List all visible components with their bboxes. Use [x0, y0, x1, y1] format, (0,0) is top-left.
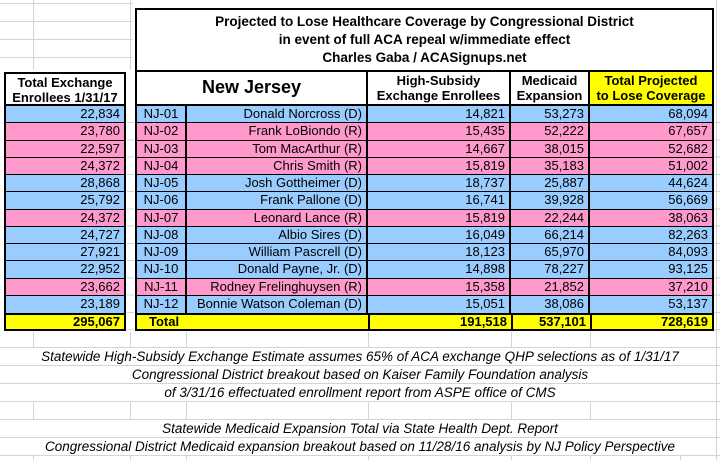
district-cell: NJ-12: [137, 296, 187, 313]
exchange-enrollees-cell: 25,792: [6, 192, 124, 209]
medicaid-cell: 38,015: [511, 141, 590, 157]
exchange-enrollees-cell: 22,597: [6, 141, 124, 158]
lose-coverage-cell: 56,669: [668, 192, 708, 208]
table-row: [137, 123, 712, 140]
exchange-enrollees-cell: 22,952: [6, 261, 124, 278]
lose-coverage-cell: 82,263: [668, 226, 708, 242]
footnote-5: [0, 438, 720, 456]
district-table-body: [135, 106, 714, 313]
footnote-5-text: Congressional District Medicaid expansion breakout based on 11/28/16 analysis by NJ Policy Perspective: [39, 439, 681, 454]
total-medicaid: 537,101: [511, 315, 590, 329]
exchange-enrollees-cell: 22,834: [6, 106, 124, 123]
medicaid-cell: 66,214: [511, 227, 590, 243]
title-line3: Charles Gaba / ACASignups.net: [322, 50, 527, 65]
footnote-1: [0, 348, 720, 366]
medicaid-cell: 25,887: [511, 175, 590, 191]
table-row: [137, 141, 712, 158]
lose-coverage-header-line1: Total Projected: [604, 73, 698, 88]
lose-coverage-cell: 67,657: [668, 123, 708, 139]
district-cell: NJ-07: [137, 210, 187, 226]
high-subsidy-cell: 14,667: [368, 141, 511, 157]
table-row: [137, 210, 712, 227]
medicaid-cell: 78,227: [511, 261, 590, 277]
district-cell: NJ-04: [137, 158, 187, 174]
footnote-2: [0, 366, 720, 384]
high-subsidy-cell: 15,051: [368, 296, 511, 313]
high-subsidy-header-line1: High-Subsidy: [396, 73, 481, 88]
district-cell: NJ-05: [137, 175, 187, 191]
lose-coverage-cell: 51,002: [668, 157, 708, 173]
total-lose-coverage: 728,619: [590, 315, 712, 329]
exchange-enrollees-cell: 24,372: [6, 158, 124, 175]
district-cell: NJ-02: [137, 123, 187, 139]
footnote-3-text: of 3/31/16 effectuated enrollment report from ASPE office of CMS: [158, 385, 561, 400]
title-line2: in event of full ACA repeal w/immediate effect: [278, 32, 571, 47]
table-row: [137, 279, 712, 296]
district-cell: NJ-03: [137, 141, 187, 157]
rep-name-cell: Tom MacArthur (R): [187, 141, 368, 157]
lose-coverage-cell: 44,624: [668, 175, 708, 190]
lose-coverage-cell: 68,094: [668, 106, 708, 121]
medicaid-cell: 22,244: [511, 210, 590, 226]
left-header-line2: Enrollees 1/31/17: [12, 90, 118, 105]
table-row: [137, 106, 712, 123]
table-title: [135, 8, 714, 72]
medicaid-cell: 53,273: [511, 106, 590, 122]
table-header-row: [135, 72, 714, 106]
table-row: [137, 175, 712, 192]
table-row: [137, 227, 712, 244]
exchange-enrollees-cell: 23,189: [6, 296, 124, 313]
table-row: [137, 158, 712, 175]
high-subsidy-cell: 14,821: [368, 106, 511, 122]
medicaid-cell: 52,222: [511, 123, 590, 139]
rep-name-cell: Frank Pallone (D): [187, 192, 368, 208]
total-label: Total: [149, 314, 180, 329]
rep-name-cell: William Pascrell (D): [187, 244, 368, 260]
high-subsidy-cell: 14,898: [368, 261, 511, 277]
total-row: [135, 313, 714, 331]
medicaid-cell: 38,086: [511, 296, 590, 313]
exchange-enrollees-column: [4, 106, 126, 313]
district-cell: NJ-08: [137, 227, 187, 243]
rep-name-cell: Chris Smith (R): [187, 158, 368, 174]
exchange-enrollees-total: 295,067: [4, 313, 126, 331]
table-row: [137, 261, 712, 278]
district-cell: NJ-01: [137, 106, 187, 122]
table-row: [137, 296, 712, 313]
exchange-enrollees-cell: 23,662: [6, 279, 124, 296]
district-cell: NJ-09: [137, 244, 187, 260]
medicaid-header-line2: Expansion: [516, 88, 583, 103]
footnote-3: [0, 384, 720, 402]
left-column-header: [4, 72, 126, 106]
medicaid-cell: 39,928: [511, 192, 590, 208]
table-row: [137, 192, 712, 209]
high-subsidy-header-line2: Exchange Enrollees: [376, 88, 501, 103]
lose-coverage-cell: 84,093: [668, 244, 708, 259]
lose-coverage-cell: 37,210: [668, 278, 708, 294]
medicaid-header-line1: Medicaid: [521, 73, 578, 88]
rep-name-cell: Albio Sires (D): [187, 227, 368, 243]
total-high-subsidy: 191,518: [368, 315, 511, 329]
rep-name-cell: Donald Payne, Jr. (D): [187, 261, 368, 277]
high-subsidy-header: [368, 72, 511, 104]
lose-coverage-cell: 52,682: [668, 140, 708, 156]
exchange-enrollees-cell: 27,921: [6, 244, 124, 261]
high-subsidy-cell: 15,435: [368, 123, 511, 139]
medicaid-cell: 65,970: [511, 244, 590, 260]
rep-name-cell: Rodney Frelinghuysen (R): [187, 279, 368, 295]
lose-coverage-header: [590, 72, 712, 104]
footnote-4-text: Statewide Medicaid Expansion Total via State Health Dept. Report: [156, 421, 564, 436]
medicaid-cell: 35,183: [511, 158, 590, 174]
exchange-enrollees-cell: 24,727: [6, 227, 124, 244]
district-cell: NJ-10: [137, 261, 187, 277]
rep-name-cell: Josh Gottheimer (D): [187, 175, 368, 191]
state-header: New Jersey: [137, 72, 368, 104]
exchange-enrollees-cell: 23,780: [6, 123, 124, 140]
medicaid-header: [511, 72, 590, 104]
high-subsidy-cell: 18,737: [368, 175, 511, 191]
high-subsidy-cell: 16,049: [368, 227, 511, 243]
high-subsidy-cell: 15,819: [368, 158, 511, 174]
lose-coverage-cell: 53,137: [668, 295, 708, 311]
rep-name-cell: Frank LoBiondo (R): [187, 123, 368, 139]
high-subsidy-cell: 15,819: [368, 210, 511, 226]
rep-name-cell: Bonnie Watson Coleman (D): [187, 296, 368, 313]
footnote-1-text: Statewide High-Subsidy Exchange Estimate assumes 65% of ACA exchange QHP selections as of 1/31/17: [35, 349, 685, 364]
rep-name-cell: Donald Norcross (D): [187, 106, 368, 122]
medicaid-cell: 21,852: [511, 279, 590, 295]
high-subsidy-cell: 15,358: [368, 279, 511, 295]
footnote-4: [0, 420, 720, 438]
footnote-2-text: Congressional District breakout based on Kaiser Family Foundation analysis: [126, 367, 594, 382]
district-cell: NJ-06: [137, 192, 187, 208]
high-subsidy-cell: 16,741: [368, 192, 511, 208]
high-subsidy-cell: 18,123: [368, 244, 511, 260]
lose-coverage-header-line2: to Lose Coverage: [596, 88, 706, 103]
left-header-line1: Total Exchange: [17, 75, 113, 90]
lose-coverage-cell: 93,125: [668, 261, 708, 277]
table-row: [137, 244, 712, 261]
district-cell: NJ-11: [137, 279, 187, 295]
rep-name-cell: Leonard Lance (R): [187, 210, 368, 226]
exchange-enrollees-cell: 24,372: [6, 210, 124, 227]
lose-coverage-cell: 38,063: [668, 209, 708, 225]
exchange-enrollees-cell: 28,868: [6, 175, 124, 192]
title-line1: Projected to Lose Healthcare Coverage by Congressional District: [215, 14, 634, 29]
